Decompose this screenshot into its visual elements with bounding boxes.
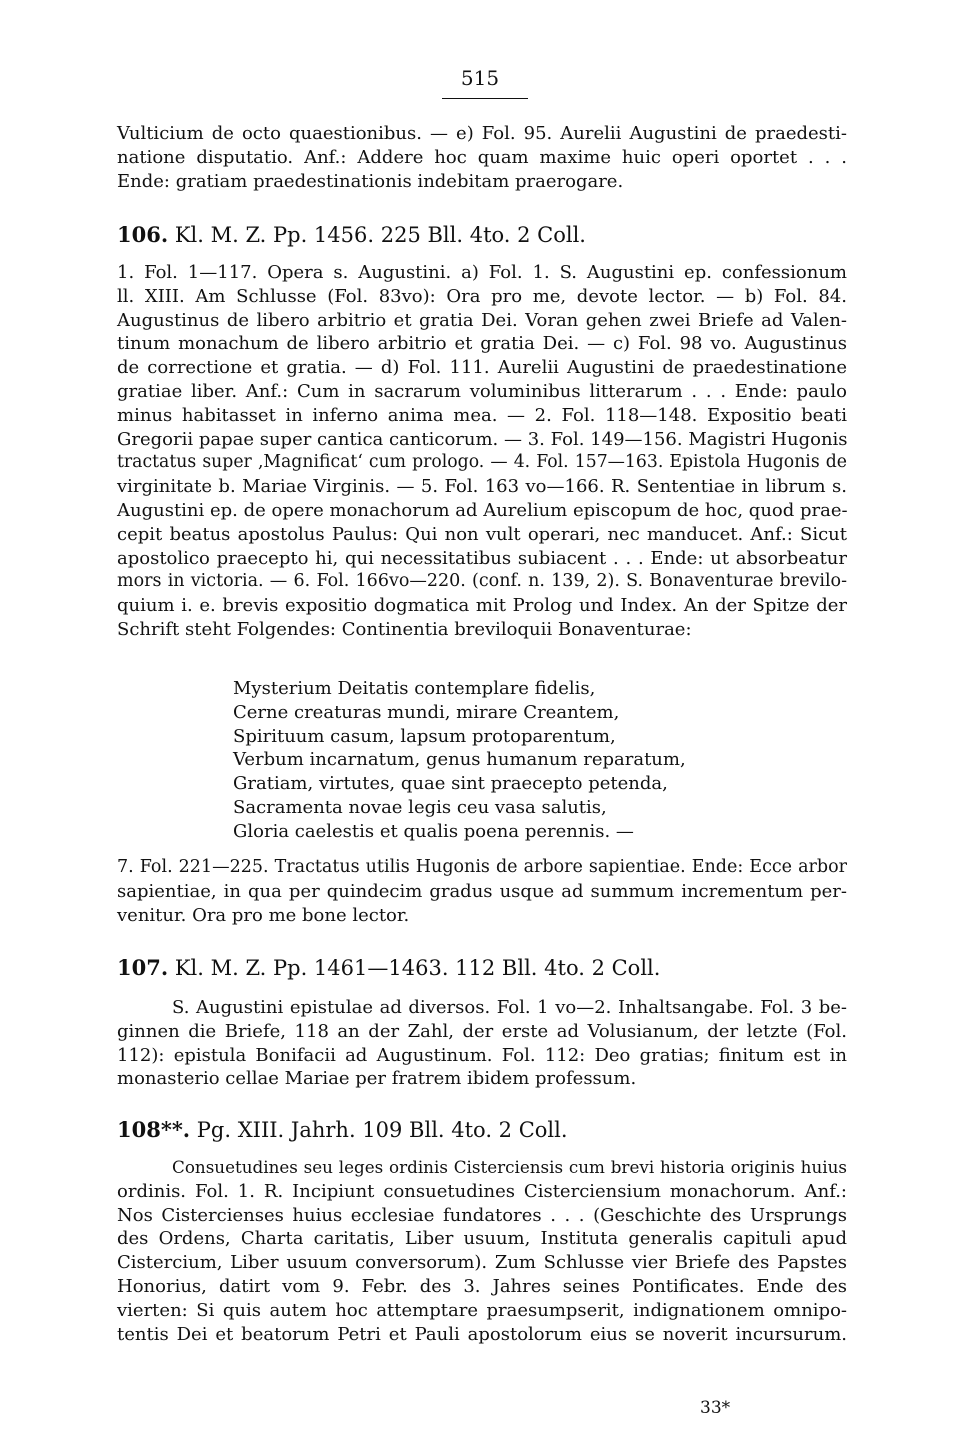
- poem-line: Cerne creaturas mundi, mirare Creantem,: [233, 701, 620, 723]
- text-line: Augustini ep. de opere monachorum ad Aurelium episcopum de hoc, quod prae-: [117, 499, 848, 521]
- entry-106-closing: [117, 856, 847, 927]
- text-line: Cistercium, Liber usuum conversorum). Zum Schlusse vier Briefe des Papstes: [117, 1252, 847, 1274]
- text-line: Augustinus de libero arbitrio et gratia Dei. Voran gehen zwei Briefe ad Valen-: [117, 309, 847, 331]
- signature-mark: 33*: [700, 1398, 731, 1418]
- text-line: S. Augustini epistulae ad diversos. Fol. 1 vo—2. Inhaltsangabe. Fol. 3 be-: [172, 997, 847, 1018]
- entry-106-heading: [117, 220, 847, 250]
- text-line: venitur. Ora pro me bone lector.: [117, 904, 410, 926]
- text-line: Ende: gratiam praedestinationis indebitam praerogare.: [117, 170, 624, 192]
- entry-108-body: [117, 1156, 847, 1346]
- text-line: des Ordens, Charta caritatis, Liber usuum, Instituta generalis capituli apud: [117, 1228, 847, 1250]
- text-line: mors in victoria. — 6. Fol. 166vo—220. (conf. n. 139, 2). S. Bonaventurae brevilo-: [117, 571, 847, 592]
- text-line: ordinis. Fol. 1. R. Incipiunt consuetudines Cisterciensium monachorum. Anf.:: [117, 1180, 847, 1202]
- entry-number: 108**.: [117, 1117, 191, 1142]
- entry-number: 106.: [117, 222, 169, 247]
- text-line: gratiae liber. Anf.: Cum in sacrarum voluminibus litterarum . . . Ende: paulo: [117, 380, 847, 402]
- text-line: virginitate b. Mariae Virginis. — 5. Fol. 163 vo—166. R. Sententiae in librum s.: [117, 476, 847, 498]
- text-line: monasterio cellae Mariae per fratrem ibidem professum.: [117, 1068, 637, 1090]
- text-line: natione disputatio. Anf.: Addere hoc quam maxime huic operi oportet . . .: [117, 146, 847, 168]
- entry-number: 107.: [117, 955, 169, 980]
- entry-heading-text: Kl. M. Z. Pp. 1461—1463. 112 Bll. 4to. 2 Coll.: [168, 956, 661, 980]
- poem-verses: [233, 677, 833, 844]
- text-line: Gregorii papae super cantica canticorum. — 3. Fol. 149—156. Magistri Hugonis: [117, 428, 848, 450]
- text-line: Schrift steht Folgendes: Continentia breviloquii Bonaventurae:: [117, 618, 692, 640]
- page-number-rule: [442, 98, 528, 99]
- entry-108-heading: [117, 1115, 847, 1145]
- text-line: Consuetudines seu leges ordinis Cisterciensis cum brevi historia originis huius: [172, 1157, 847, 1177]
- text-line: apostolico praecepto hi, qui necessitatibus subiacent . . . Ende: ut absorbeatur: [117, 547, 847, 569]
- text-line: 1. Fol. 1—117. Opera s. Augustini. a) Fol. 1. S. Augustini ep. confessionum: [117, 262, 847, 283]
- text-line: Vulticium de octo quaestionibus. — e) Fol. 95. Aurelii Augustini de praedesti-: [117, 123, 847, 144]
- entry-107-heading: [117, 953, 847, 983]
- poem-line: Sacramenta novae legis ceu vasa salutis,: [233, 796, 607, 818]
- text-line: Honorius, datirt vom 9. Febr. des 3. Jahres seines Pontificates. Ende des: [117, 1275, 847, 1297]
- text-line: 7. Fol. 221—225. Tractatus utilis Hugonis de arbore sapientiae. Ende: Ecce arbor: [117, 857, 847, 877]
- poem-line: Verbum incarnatum, genus humanum reparatum,: [233, 749, 686, 771]
- text-line: Nos Cistercienses huius ecclesiae fundatores . . . (Geschichte des Ursprungs: [117, 1204, 847, 1226]
- text-line: quium i. e. brevis expositio dogmatica mit Prolog und Index. An der Spitze der: [117, 595, 847, 617]
- poem-line: Spirituum casum, lapsum protoparentum,: [233, 725, 616, 747]
- poem-line: Mysterium Deitatis contemplare fidelis,: [233, 678, 596, 699]
- entry-106-body: [117, 261, 847, 642]
- text-line: tentis Dei et beatorum Petri et Pauli apostolorum eius se noverit incursurum.: [117, 1323, 847, 1345]
- text-line: tractatus super ‚Magnificat‘ cum prologo. — 4. Fol. 157—163. Epistola Hugonis de: [117, 452, 847, 473]
- text-line: sapientiae, in qua per quindecim gradus usque ad summum incrementum per-: [117, 880, 847, 902]
- entry-heading-text: Pg. XIII. Jahrh. 109 Bll. 4to. 2 Coll.: [190, 1118, 568, 1142]
- page-number: 515: [460, 66, 500, 90]
- text-line: cepit beatus apostolus Paulus: Qui non vult operari, nec manducet. Anf.: Sicut: [117, 523, 847, 545]
- poem-line: Gratiam, virtutes, quae sint praecepto petenda,: [233, 773, 668, 795]
- text-line: vierten: Si quis autem hoc attemptare praesumpserit, indignationem omnipo-: [117, 1299, 847, 1321]
- text-line: ll. XIII. Am Schlusse (Fol. 83vo): Ora pro me, devote lector. — b) Fol. 84.: [117, 285, 847, 307]
- entry-107-body: [117, 996, 847, 1091]
- text-line: 112): epistula Bonifacii ad Augustinum. Fol. 112: Deo gratias; finitum est in: [117, 1044, 847, 1066]
- text-line: tinum monachum de libero arbitrio et gratia Dei. — c) Fol. 98 vo. Augustinus: [117, 333, 847, 355]
- entry-heading-text: Kl. M. Z. Pp. 1456. 225 Bll. 4to. 2 Coll.: [168, 223, 586, 247]
- text-line: de correctione et gratia. — d) Fol. 111. Aurelii Augustini de praedestinatione: [117, 357, 847, 379]
- intro-paragraph: [117, 122, 847, 193]
- text-line: ginnen die Briefe, 118 an der Zahl, der erste ad Volusianum, der letzte (Fol.: [117, 1020, 847, 1042]
- poem-line: Gloria caelestis et qualis poena perennis. —: [233, 820, 634, 842]
- text-line: minus habitasset in inferno anima mea. — 2. Fol. 118—148. Expositio beati: [117, 404, 847, 426]
